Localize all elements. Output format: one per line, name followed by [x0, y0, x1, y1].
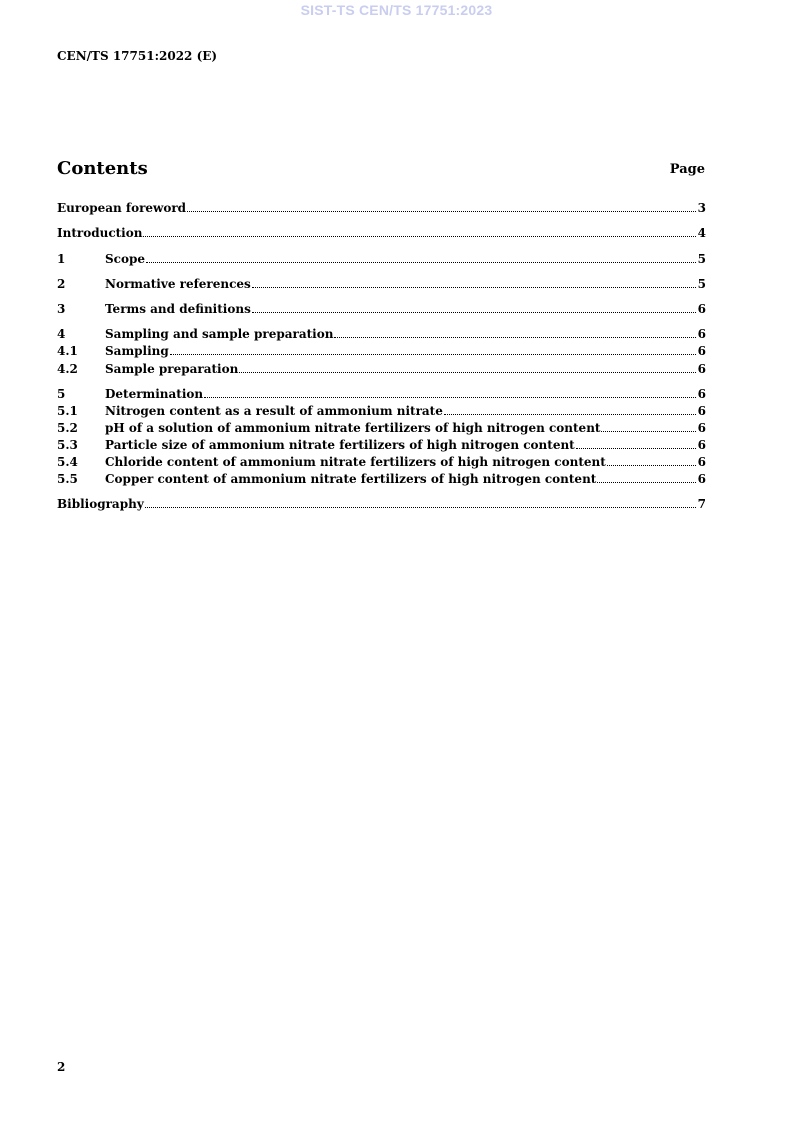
toc-entry-title: Sampling and sample preparation: [105, 327, 334, 341]
toc-entry[interactable]: [57, 252, 706, 269]
toc-entry[interactable]: [57, 226, 706, 243]
toc-entry-page: 3: [697, 201, 706, 215]
toc-entry[interactable]: [57, 497, 706, 514]
toc-entry-title: Normative references: [105, 277, 251, 291]
toc-leader-dots: [252, 287, 696, 288]
document-id: CEN/TS 17751:2022 (E): [57, 49, 218, 63]
toc-leader-dots: [252, 312, 696, 313]
toc-entry[interactable]: [57, 344, 706, 361]
toc-leader-dots: [576, 448, 696, 449]
toc-entry-title: European foreword: [57, 201, 187, 215]
toc-entry-page: 6: [697, 421, 706, 435]
toc-entry-number: 5: [57, 387, 66, 401]
toc-entry-title: Nitrogen content as a result of ammonium nitrate: [105, 404, 443, 418]
toc-entry-title: pH of a solution of ammonium nitrate fertilizers of high nitrogen content: [105, 421, 601, 435]
toc-entry[interactable]: [57, 438, 706, 455]
toc-entry-title: Determination: [105, 387, 204, 401]
toc-entry-number: 4.2: [57, 362, 78, 376]
toc-entry[interactable]: [57, 362, 706, 379]
toc-entry[interactable]: [57, 404, 706, 421]
toc-entry[interactable]: [57, 455, 706, 472]
toc-entry-number: 1: [57, 252, 66, 266]
toc-entry-title: Sampling: [105, 344, 169, 358]
contents-heading: Contents: [57, 158, 148, 179]
toc-entry-number: 5.1: [57, 404, 78, 418]
toc-entry-page: 5: [697, 277, 706, 291]
toc-leader-dots: [143, 236, 695, 237]
toc-entry-title: Particle size of ammonium nitrate fertilizers of high nitrogen content: [105, 438, 575, 452]
toc-entry-title: Terms and definitions: [105, 302, 251, 316]
toc-leader-dots: [187, 211, 696, 212]
toc-entry-page: 6: [697, 344, 706, 358]
toc-entry[interactable]: [57, 302, 706, 319]
toc-leader-dots: [444, 414, 696, 415]
toc-entry[interactable]: [57, 472, 706, 489]
toc-entry-page: 6: [697, 302, 706, 316]
toc-leader-dots: [334, 337, 695, 338]
toc-entry[interactable]: [57, 421, 706, 438]
toc-entry-number: 5.2: [57, 421, 78, 435]
toc-entry-page: 5: [697, 252, 706, 266]
toc-entry-number: 5.5: [57, 472, 78, 486]
toc-entry-title: Sample preparation: [105, 362, 239, 376]
toc-entry-number: 5.3: [57, 438, 78, 452]
toc-leader-dots: [607, 465, 696, 466]
toc-entry-title: Copper content of ammonium nitrate fertilizers of high nitrogen content: [105, 472, 597, 486]
page-column-heading: Page: [669, 162, 705, 177]
toc-leader-dots: [145, 507, 696, 508]
toc-entry-page: 6: [697, 404, 706, 418]
toc-leader-dots: [204, 397, 696, 398]
toc-entry-number: 3: [57, 302, 66, 316]
toc-entry-page: 6: [697, 438, 706, 452]
toc-entry[interactable]: [57, 277, 706, 294]
toc-entry-number: 2: [57, 277, 66, 291]
toc-entry-title: Chloride content of ammonium nitrate fertilizers of high nitrogen content: [105, 455, 606, 469]
toc-leader-dots: [597, 482, 695, 483]
toc-entry[interactable]: [57, 327, 706, 344]
toc-entry-page: 4: [697, 226, 706, 240]
toc-entry-page: 6: [697, 455, 706, 469]
toc-entry-page: 7: [697, 497, 706, 511]
toc-entry-title: Introduction: [57, 226, 143, 240]
toc-entry[interactable]: [57, 201, 706, 218]
toc-entry-page: 6: [697, 472, 706, 486]
toc-entry-title: Scope: [105, 252, 146, 266]
toc-leader-dots: [239, 372, 695, 373]
toc-entry-page: 6: [697, 387, 706, 401]
toc-entry-page: 6: [697, 327, 706, 341]
toc-entry-number: 4: [57, 327, 66, 341]
toc-entry[interactable]: [57, 387, 706, 404]
page-number: 2: [57, 1060, 66, 1074]
toc-entry-number: 5.4: [57, 455, 78, 469]
watermark: SIST-TS CEN/TS 17751:2023: [300, 2, 493, 18]
toc-entry-number: 4.1: [57, 344, 78, 358]
toc-entry-page: 6: [697, 362, 706, 376]
toc-leader-dots: [146, 262, 696, 263]
toc-entry-title: Bibliography: [57, 497, 144, 511]
toc-leader-dots: [170, 354, 696, 355]
toc-leader-dots: [601, 431, 695, 432]
